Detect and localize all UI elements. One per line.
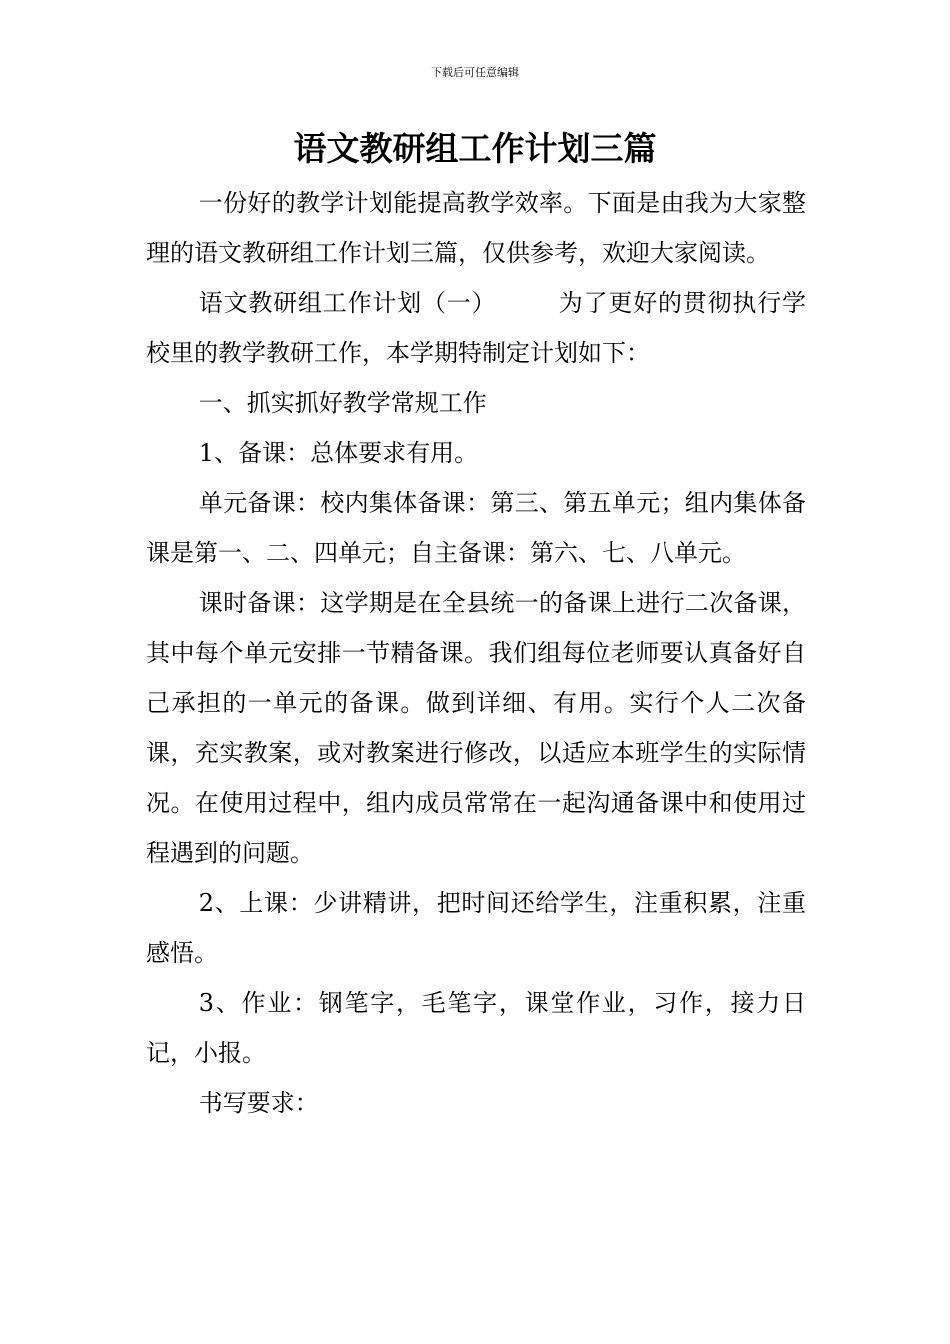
paragraph-section-one-heading: 一、抓实抓好教学常规工作	[198, 389, 487, 417]
document-title: 语文教研组工作计划三篇	[293, 129, 657, 168]
paragraph-writing-requirements: 书写要求：	[198, 1089, 319, 1117]
paragraph-class-hour-prep: 课时备课：这学期是在全县统一的备课上进行二次备课，其中每个单元安排一节精备课。我们组每位老师要认真备好自己承担的一单元的备课。做到详细、有用。实行个人二次备课，充实教案，或对教案进行修改，以适应本班学生的实际情况。在使用过程中，组内成员常常在一起沟通备课中和使用过程遇到的问题。	[146, 589, 806, 867]
paragraph-unit-prep: 单元备课：校内集体备课：第三、第五单元；组内集体备课是第一、二、四单元；自主备课：第六、七、八单元。	[146, 489, 806, 567]
paragraph-plan-one-heading: 语文教研组工作计划（一） 为了更好的贯彻执行学校里的教学教研工作，本学期特制定计划如下：	[146, 289, 806, 367]
paragraph-intro: 一份好的教学计划能提高教学效率。下面是由我为大家整理的语文教研组工作计划三篇，仅供参考，欢迎大家阅读。	[146, 189, 806, 267]
paragraph-teaching: 2、上课：少讲精讲，把时间还给学生，注重积累，注重感悟。	[146, 889, 806, 967]
paragraph-homework: 3、作业：钢笔字，毛笔字，课堂作业，习作，接力日记，小报。	[146, 989, 806, 1067]
page-header-note: 下载后可任意编辑	[431, 66, 519, 79]
paragraph-lesson-prep: 1、备课：总体要求有用。	[198, 439, 479, 467]
document-body	[146, 178, 806, 1128]
